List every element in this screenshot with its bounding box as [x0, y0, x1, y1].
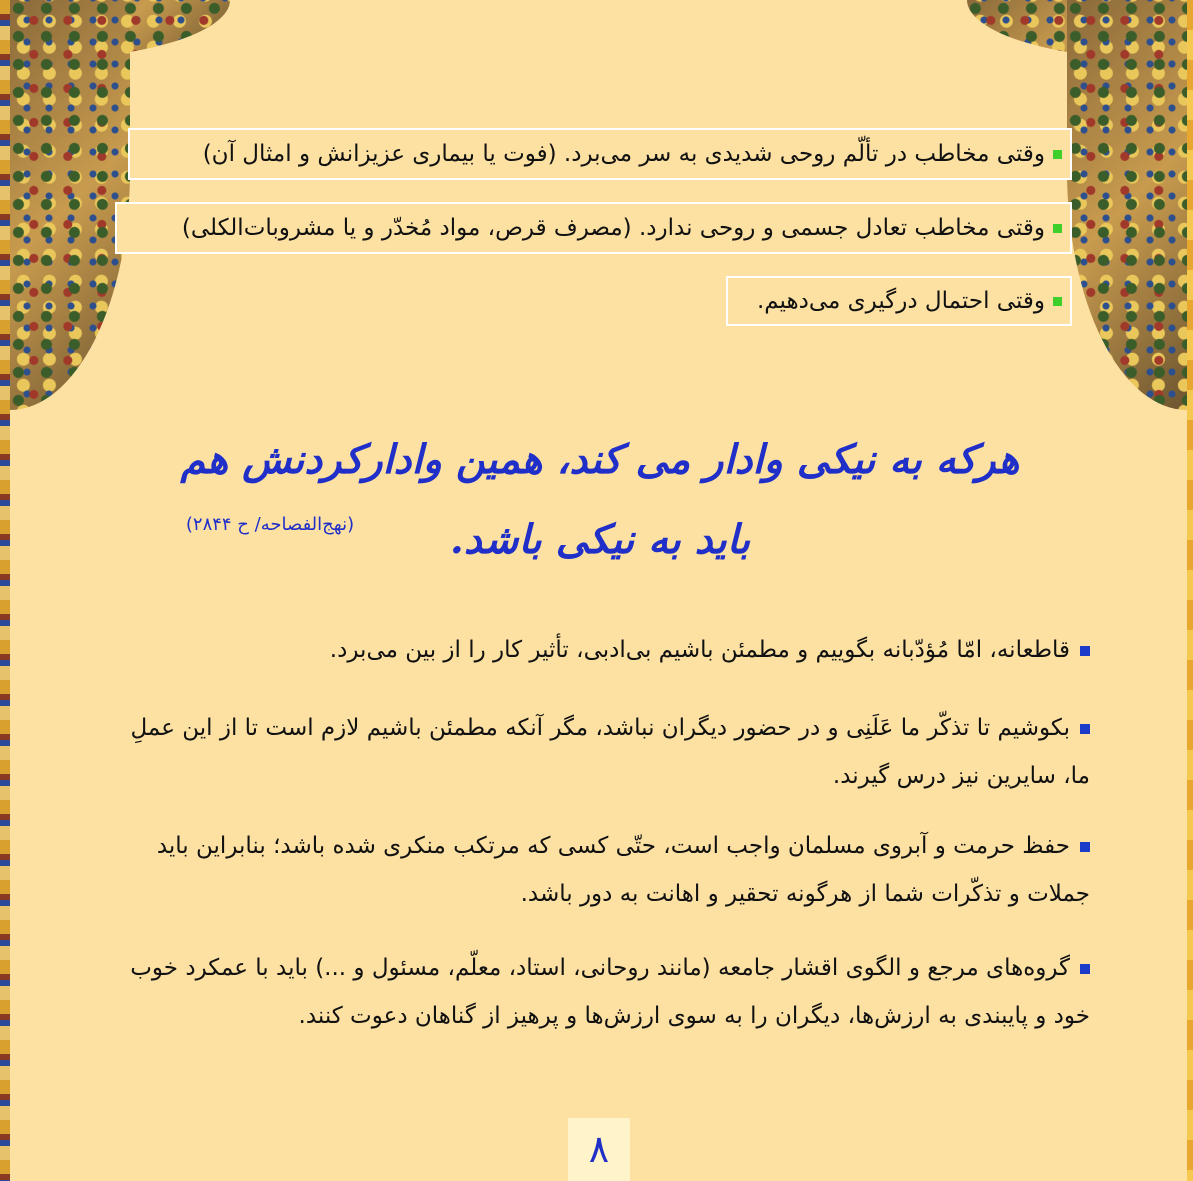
- condition-text-1: وقتی مخاطب در تألّم روحی شدیدی به سر می‌برد. (فوت یا بیماری عزیزانش و امثال آن): [202, 141, 1045, 167]
- top-right-ornament: [1067, 0, 1187, 410]
- condition-box-1: [128, 128, 1072, 180]
- condition-box-2: [115, 202, 1072, 254]
- bullet-item-1: [100, 626, 1090, 674]
- blue-bullet-icon: [1080, 964, 1090, 974]
- bullet-item-3: [100, 822, 1090, 918]
- bullet-text-1: قاطعانه، امّا مُؤدّبانه بگوییم و مطمئن باشیم بی‌ادبی، تأثیر کار را از بین می‌برد.: [329, 637, 1070, 663]
- condition-text-3: وقتی احتمال درگیری می‌دهیم.: [756, 288, 1045, 314]
- left-decorative-strip: [0, 0, 10, 1181]
- hadith-quote: هرکه به نیکی وادار می کند، همین وادارکردنش هم باید به نیکی باشد.: [180, 436, 1020, 563]
- page-number: ۸: [568, 1118, 630, 1181]
- bullet-item-4: [100, 944, 1090, 1040]
- blue-bullet-icon: [1080, 724, 1090, 734]
- bullet-text-2: بکوشیم تا تذکّر ما عَلَنِی و در حضور دیگران نباشد، مگر آنکه مطمئن باشیم لازم است تا از این عملِ ما، سایرین نیز درس گیرند.: [130, 715, 1090, 789]
- green-bullet-icon: [1053, 297, 1062, 306]
- top-left-ornament: [10, 0, 130, 410]
- green-bullet-icon: [1053, 224, 1062, 233]
- blue-bullet-icon: [1080, 646, 1090, 656]
- hadith-source: (نهج‌الفصاحه/ ح ۲۸۴۴): [185, 514, 355, 535]
- green-bullet-icon: [1053, 150, 1062, 159]
- bullet-text-3: حفظ حرمت و آبروی مسلمان واجب است، حتّی کسی که مرتکب منکری شده باشد؛ بنابراین باید جملات و تذکّرات شما از هرگونه تحقیر و اهانت به دور باشد.: [156, 833, 1090, 907]
- blue-bullet-icon: [1080, 842, 1090, 852]
- condition-text-2: وقتی مخاطب تعادل جسمی و روحی ندارد. (مصرف قرص، مواد مُخدّر و یا مشروبات‌الکلی): [181, 215, 1045, 241]
- bullet-item-2: [100, 704, 1090, 800]
- right-decorative-strip: [1187, 0, 1193, 1181]
- bullet-text-4: گروه‌های مرجع و الگوی اقشار جامعه (مانند روحانی، استاد، معلّم، مسئول و ...) باید با عمکرد خوب خود و پایبندی به ارزش‌ها، دیگران را به سوی ارزش‌ها و پرهیز از گناهان دعوت کنند.: [130, 955, 1090, 1029]
- condition-box-3: [726, 276, 1072, 326]
